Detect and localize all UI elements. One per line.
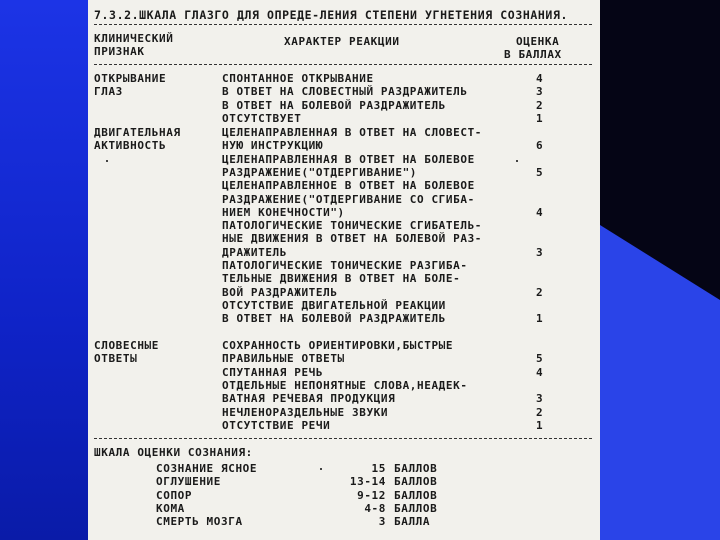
reaction-line: ЦЕЛЕНАПРАВЛЕННАЯ В ОТВЕТ НА СЛОВЕСТ- xyxy=(222,126,483,139)
divider xyxy=(94,438,592,439)
document-title: 7.3.2.ШКАЛА ГЛАЗГО ДЛЯ ОПРЕДЕ-ЛЕНИЯ СТЕПЕНИ УГНЕТЕНИЯ СОЗНАНИЯ. xyxy=(94,8,568,22)
reaction-line: РАЗДРАЖЕНИЕ("ОТДЕРГИВАНИЕ") xyxy=(222,165,418,179)
score-value: 4 xyxy=(536,72,544,85)
reaction-line: ЦЕЛЕНАПРАВЛЕННАЯ В ОТВЕТ НА БОЛЕВОЕ xyxy=(222,152,475,166)
score-value: 1 xyxy=(536,111,544,125)
scale-range: 13-14 xyxy=(349,475,386,489)
header-sign-1: КЛИНИЧЕСКИЙ xyxy=(94,32,174,45)
eyes-label-1: ОТКРЫВАНИЕ xyxy=(94,72,167,85)
reaction-line: СПОНТАННОЕ ОТКРЫВАНИЕ xyxy=(222,72,374,85)
score-value: 5 xyxy=(536,352,544,366)
divider xyxy=(94,64,592,65)
reaction-line: НУЮ ИНСТРУКЦИЮ xyxy=(222,139,324,153)
reaction-line: СОХРАННОСТЬ ОРИЕНТИРОВКИ,БЫСТРЫЕ xyxy=(222,339,454,352)
score-value: 1 xyxy=(536,312,544,326)
scale-state: СМЕРТЬ МОЗГА xyxy=(156,515,243,529)
score-value: 2 xyxy=(536,98,544,112)
verbal-label-1: СЛОВЕСНЫЕ xyxy=(94,339,160,352)
scale-title: ШКАЛА ОЦЕНКИ СОЗНАНИЯ: xyxy=(94,446,253,459)
reaction-line: ОТСУТСТВУЕТ xyxy=(222,111,302,125)
divider xyxy=(94,24,592,25)
verbal-label-2: ОТВЕТЫ xyxy=(94,352,138,365)
scale-range: 15 xyxy=(371,462,386,475)
reaction-line: В ОТВЕТ НА БОЛЕВОЙ РАЗДРАЖИТЕЛЬ xyxy=(222,98,446,112)
header-score-1: ОЦЕНКА xyxy=(516,35,560,48)
reaction-line: ПАТОЛОГИЧЕСКИЕ ТОНИЧЕСКИЕ РАЗГИБА- xyxy=(222,259,468,272)
scale-unit: БАЛЛОВ xyxy=(394,501,438,515)
score-value: 3 xyxy=(536,245,544,259)
motor-label-1: ДВИГАТЕЛЬНАЯ xyxy=(94,126,181,139)
scale-range: 4-8 xyxy=(364,501,386,515)
score-value: 4 xyxy=(536,365,544,379)
reaction-line: В ОТВЕТ НА СЛОВЕСТНЫЙ РАЗДРАЖИТЕЛЬ xyxy=(222,85,468,99)
scale-state: СОЗНАНИЕ ЯСНОЕ xyxy=(156,462,258,475)
header-reaction: ХАРАКТЕР РЕАКЦИИ xyxy=(284,35,400,48)
reaction-line: ПАТОЛОГИЧЕСКИЕ ТОНИЧЕСКИЕ СГИБАТЕЛЬ- xyxy=(222,219,483,233)
scale-unit: БАЛЛОВ xyxy=(394,462,438,475)
score-value: 4 xyxy=(536,205,544,219)
reaction-line: ВАТНАЯ РЕЧЕВАЯ ПРОДУКЦИЯ xyxy=(222,392,396,406)
scale-unit: БАЛЛОВ xyxy=(394,475,438,489)
reaction-line: НИЕМ КОНЕЧНОСТИ") xyxy=(222,205,345,219)
scale-state: СОПОР xyxy=(156,488,193,502)
scanned-document xyxy=(88,0,600,540)
score-value: 6 xyxy=(536,139,544,153)
scale-range: 3 xyxy=(378,515,386,529)
right-blue-wedge xyxy=(600,0,720,540)
scale-state: ОГЛУШЕНИЕ xyxy=(156,475,222,489)
score-value: 2 xyxy=(536,405,544,419)
reaction-line: НЫЕ ДВИЖЕНИЯ В ОТВЕТ НА БОЛЕВОЙ РАЗ- xyxy=(222,232,483,246)
score-value: 3 xyxy=(536,392,544,406)
scan-speck xyxy=(320,468,322,470)
reaction-line: ОТДЕЛЬНЫЕ НЕПОНЯТНЫЕ СЛОВА,НЕАДЕК- xyxy=(222,378,468,392)
motor-label-2: АКТИВНОСТЬ xyxy=(94,139,167,152)
score-value: 2 xyxy=(536,285,544,299)
eyes-label-2: ГЛАЗ xyxy=(94,85,123,98)
reaction-line: В ОТВЕТ НА БОЛЕВОЙ РАЗДРАЖИТЕЛЬ xyxy=(222,312,446,326)
scan-speck xyxy=(106,160,108,162)
score-value: 3 xyxy=(536,85,544,99)
left-blue-panel xyxy=(0,0,88,540)
reaction-line: ОТСУТСТВИЕ РЕЧИ xyxy=(222,418,331,432)
reaction-line: ДРАЖИТЕЛЬ xyxy=(222,245,288,259)
reaction-line: СПУТАННАЯ РЕЧЬ xyxy=(222,365,324,379)
header-sign-2: ПРИЗНАК xyxy=(94,45,145,58)
score-value: 5 xyxy=(536,165,544,179)
scale-state: КОМА xyxy=(156,501,185,515)
reaction-line: ВОЙ РАЗДРАЖИТЕЛЬ xyxy=(222,285,338,299)
reaction-line: ТЕЛЬНЫЕ ДВИЖЕНИЯ В ОТВЕТ НА БОЛЕ- xyxy=(222,272,461,286)
reaction-line: ЦЕЛЕНАПРАВЛЕННОЕ В ОТВЕТ НА БОЛЕВОЕ xyxy=(222,179,475,193)
reaction-line: ПРАВИЛЬНЫЕ ОТВЕТЫ xyxy=(222,352,345,366)
scale-unit: БАЛЛОВ xyxy=(394,488,438,502)
scale-unit: БАЛЛА xyxy=(394,515,431,529)
reaction-line: РАЗДРАЖЕНИЕ("ОТДЕРГИВАНИЕ СО СГИБА- xyxy=(222,192,475,206)
scale-range: 9-12 xyxy=(357,488,386,502)
reaction-line: НЕЧЛЕНОРАЗДЕЛЬНЫЕ ЗВУКИ xyxy=(222,405,389,419)
score-value: 1 xyxy=(536,418,544,432)
scan-speck xyxy=(516,160,518,162)
header-score-2: В БАЛЛАХ xyxy=(504,48,562,61)
reaction-line: ОТСУТСТВИЕ ДВИГАТЕЛЬНОЙ РЕАКЦИИ xyxy=(222,298,446,312)
